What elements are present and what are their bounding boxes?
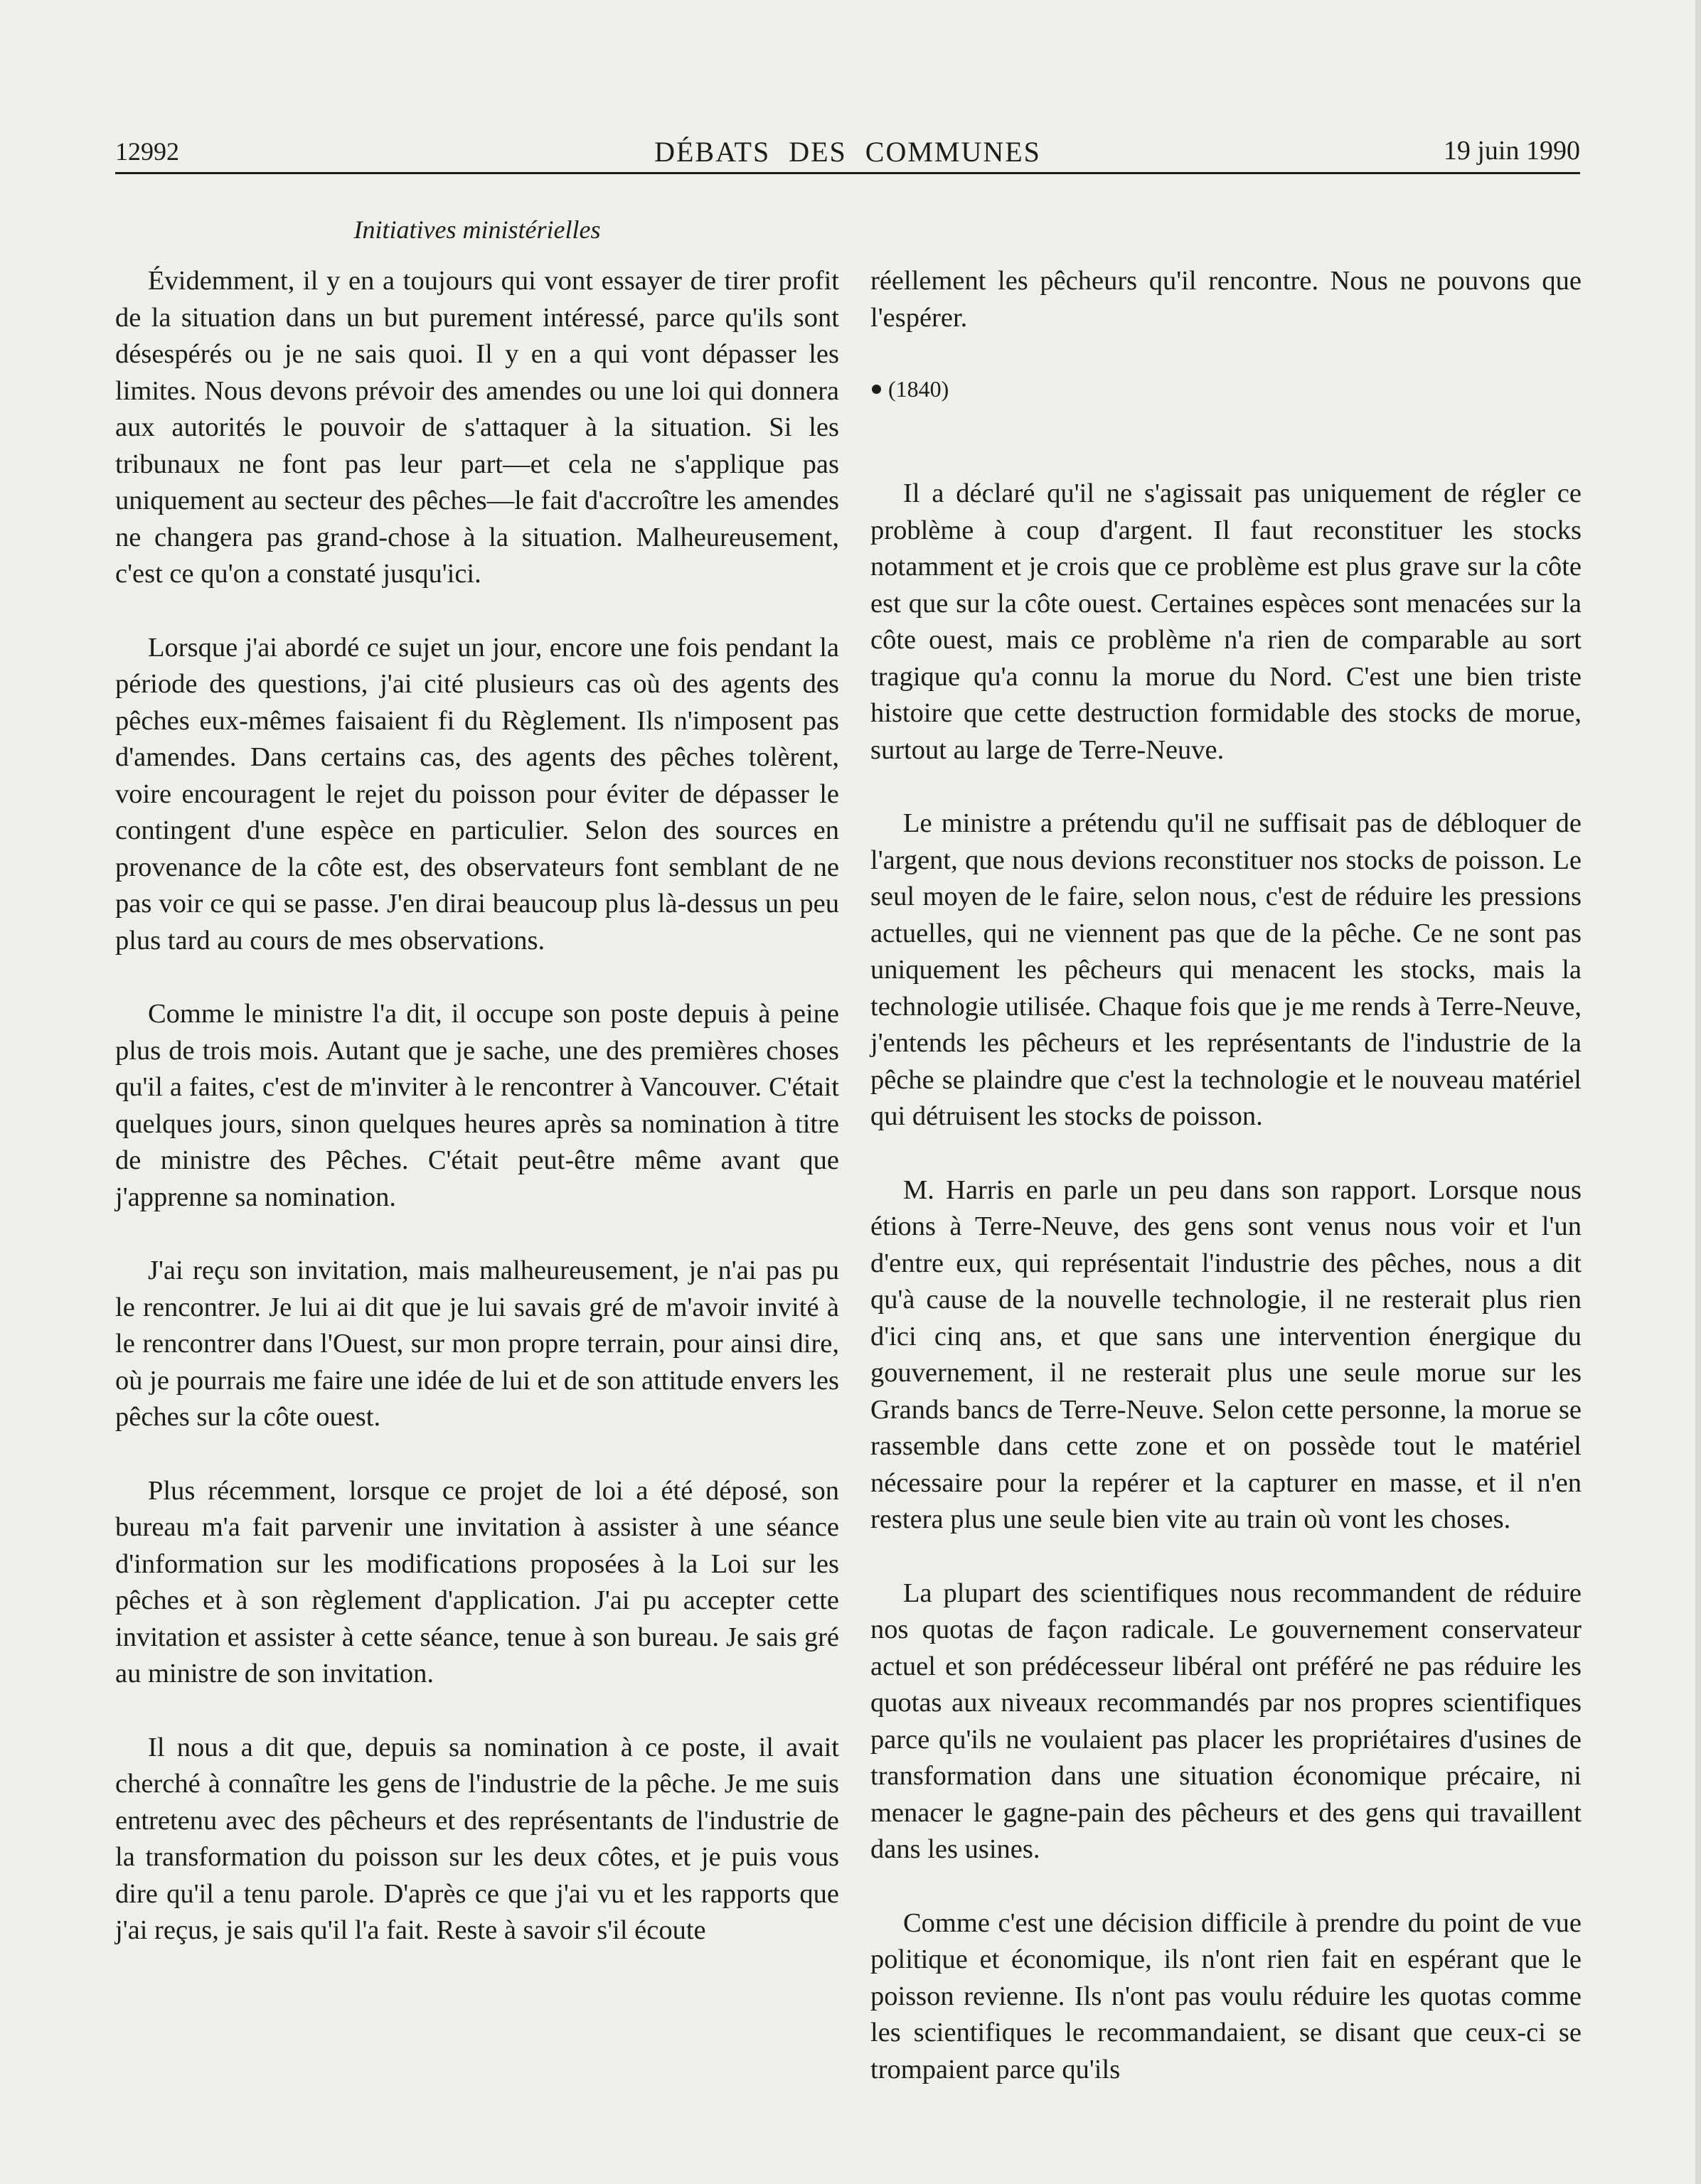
page-header: [115, 132, 1580, 174]
paragraph: J'ai reçu son invitation, mais malheureusement, je n'ai pas pu le rencontrer. Je lui ai dit que je lui savais gré de m'avoir invité à le rencontrer dans l'Ouest, sur mon propre terrain, pour ainsi dire, où je pourrais me faire une idée de lui et de son attitude envers les pêches sur la côte ouest.: [115, 1256, 839, 1432]
right-column: [870, 263, 1582, 2125]
timestamp-marker: [870, 373, 1582, 405]
paragraph: M. Harris en parle un peu dans son rapport. Lorsque nous étions à Terre-Neuve, des gens sont venus nous voir et l'un d'entre eux, qui représentait l'industrie des pêches, nous a dit qu'à cause de la nouvelle technologie, il ne resterait plus rien d'ici cinq ans, et que sans une intervention énergique du gouvernement, il ne resterait plus une seule morue sur les Grands bancs de Terre-Neuve. Selon cette personne, la morue se rassemble dans cette zone et on possède tout le matériel nécessaire pour la repérer et la capturer en masse, et il n'en restera plus une seule bien vite au train où vont les choses.: [870, 1174, 1582, 1534]
timestamp-text: (1840): [888, 376, 949, 402]
sitting-date: 19 juin 1990: [1443, 136, 1580, 166]
paragraph: Évidemment, il y en a toujours qui vont essayer de tirer profit de la situation dans un but purement intéressé, parce qu'ils sont désespérés ou je ne sais quoi. Il y en a qui vont dépasser les limites. Nous devons prévoir des amendes ou une loi qui donnera aux autorités le pouvoir de s'attaquer à la situation. Si les tribunaux ne font pas leur part—et cela ne s'applique pas uniquement au secteur des pêches—le fait d'accroître les amendes ne changera pas grand-chose à la situation. Malheureusement, c'est ce qu'on a constaté jusqu'ici.: [115, 266, 839, 589]
paragraph: Le ministre a prétendu qu'il ne suffisait pas de débloquer de l'argent, que nous devions reconstituer nos stocks de poisson. Le seul moyen de le faire, selon nous, c'est de réduire les pressions actuelles, qui ne viennent pas que de la pêche. Ce ne sont pas uniquement les pêcheurs qui menacent les stocks, mais la technologie utilisée. Chaque fois que je me rends à Terre-Neuve, j'entends les pêcheurs et les représentants de l'industrie de la pêche se plaindre que c'est la technologie et le nouveau matériel qui détruisent les stocks de poisson.: [870, 808, 1582, 1131]
paragraph: Il nous a dit que, depuis sa nomination à ce poste, il avait cherché à connaître les gens de l'industrie de la pêche. Je me suis entretenu avec des pêcheurs et des représentants de l'industrie de la transformation du poisson sur les deux côtes, et je puis vous dire qu'il a tenu parole. D'après ce que j'ai vu et les rapports que j'ai reçus, je sais qu'il l'a fait. Reste à savoir s'il écoute: [115, 1732, 839, 1945]
paragraph: Lorsque j'ai abordé ce sujet un jour, encore une fois pendant la période des questions, j'ai cité plusieurs cas où des agents des pêches eux-mêmes faisaient fi du Règlement. Ils n'imposent pas d'amendes. Dans certains cas, des agents des pêches tolèrent, voire encouragent le rejet du poisson pour éviter de dépasser le contingent d'une espèce en particulier. Selon des sources en provenance de la côte est, des observateurs font semblant de ne pas voir ce qui se passe. J'en dirai beaucoup plus là-dessus un peu plus tard au cours de mes observations.: [115, 632, 839, 956]
paragraph: La plupart des scientifiques nous recommandent de réduire nos quotas de façon radicale. Le gouvernement conservateur actuel et son prédécesseur libéral ont préféré ne pas réduire les quotas aux niveaux recommandés par nos propres scientifiques parce qu'ils ne voulaient pas placer les propriétaires d'usines de transformation dans une situation économique précaire, ni menacer le gagne-pain des pêcheurs et des gens qui travaillent dans les usines.: [870, 1578, 1582, 1864]
paragraph: Plus récemment, lorsque ce projet de loi a été déposé, son bureau m'a fait parvenir une invitation à assister à une séance d'information sur les modifications proposées à la Loi sur les pêches et à son règlement d'application. J'ai pu accepter cette invitation et assister à cette séance, tenue à son bureau. Je sais gré au ministre de son invitation.: [115, 1475, 839, 1688]
paragraph-continuation: réellement les pêcheurs qu'il rencontre. Nous ne pouvons que l'espérer.: [870, 266, 1582, 333]
bullet-icon: [872, 385, 881, 394]
publication-title: DÉBATS DES COMMUNES: [654, 136, 1041, 168]
paragraph: Comme le ministre l'a dit, il occupe son poste depuis à peine plus de trois mois. Autant que je sache, une des premières choses qu'il a faites, c'est de m'inviter à le rencontrer à Vancouver. C'était quelques jours, sinon quelques heures après sa nomination à titre de ministre des Pêches. C'était peut-être même avant que j'apprenne sa nomination.: [115, 999, 839, 1212]
left-column: [115, 263, 839, 1986]
paragraph: Comme c'est une décision difficile à prendre du point de vue politique et économique, ils n'ont rien fait en espérant que le poisson revienne. Ils n'ont pas voulu réduire les quotas comme les scientifiques le recommandaient, se disant que ceux-ci se trompaient parce qu'ils: [870, 1907, 1582, 2084]
page-number: 12992: [115, 137, 179, 166]
paragraph: Il a déclaré qu'il ne s'agissait pas uniquement de régler ce problème à coup d'argent. Il faut reconstituer les stocks notamment et je crois que ce problème est plus grave sur la côte est que sur la côte ouest. Certaines espèces sont menacées sur la côte ouest, mais ce problème n'a rien de comparable au sort tragique qu'a connu la morue du Nord. C'est une bien triste histoire que cette destruction formidable des stocks de morue, surtout au large de Terre-Neuve.: [870, 478, 1582, 765]
section-title: Initiatives ministérielles: [353, 215, 601, 244]
